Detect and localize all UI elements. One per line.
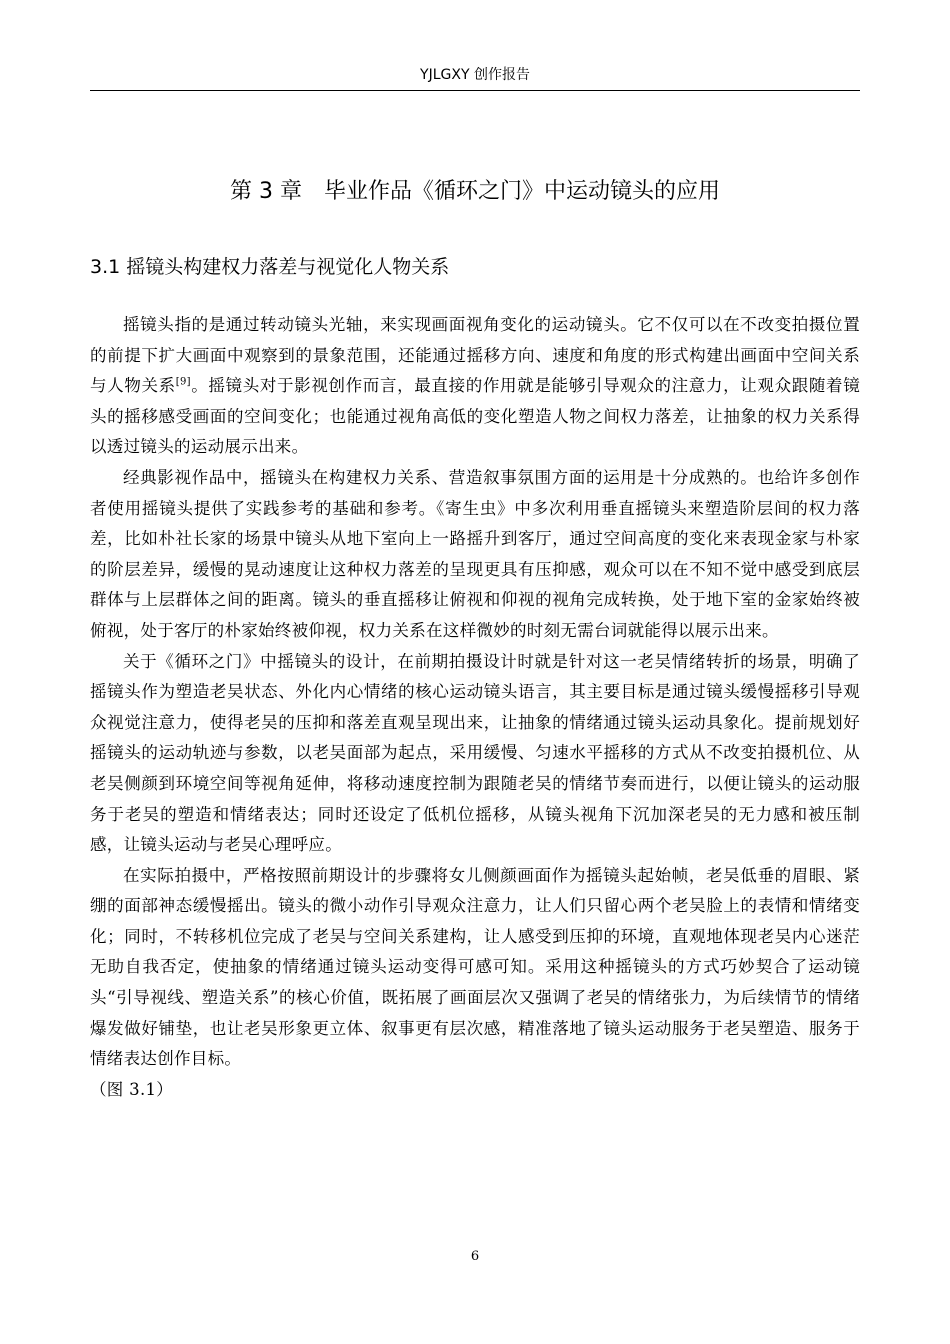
section-title: 3.1 摇镜头构建权力落差与视觉化人物关系 [90, 256, 450, 278]
paragraph-4: 在实际拍摄中，严格按照前期设计的步骤将女儿侧颜画面作为摇镜头起始帧，老吴低垂的眉眼、紧绷的面部神态缓慢摇出。镜头的微小动作引导观众注意力，让人们只留心两个老吴脸上的表情和情绪变化；同时，不转移机位完成了老吴与空间关系建构，让人感受到压抑的环境，直观地体现老吴内心迷茫无助自我否定，使抽象的情绪通过镜头运动变得可感可知。采用这种摇镜头的方式巧妙契合了运动镜头“引导视线、塑造关系”的核心价值，既拓展了画面层次又强调了老吴的情绪张力，为后续情节的情绪爆发做好铺垫，也让老吴形象更立体、叙事更有层次感，精准落地了镜头运动服务于老吴塑造、服务于情绪表达创作目标。 [90, 865, 860, 1069]
page-number: 6 [470, 1249, 480, 1264]
figure-reference: （图 3.1） [90, 1079, 174, 1099]
paragraph-3: 关于《循环之门》中摇镜头的设计，在前期拍摄设计时就是针对这一老吴情绪转折的场景，明确了摇镜头作为塑造老吴状态、外化内心情绪的核心运动镜头语言，其主要目标是通过镜头缓慢摇移引导观众视觉注意力，使得老吴的压抑和落差直观呈现出来，让抽象的情绪通过镜头运动具象化。提前规划好摇镜头的运动轨迹与参数，以老吴面部为起点，采用缓慢、匀速水平摇移的方式从不改变拍摄机位、从老吴侧颜到环境空间等视角延伸，将移动速度控制为跟随老吴的情绪节奏而进行，以便让镜头的运动服务于老吴的塑造和情绪表达；同时还设定了低机位摇移，从镜头视角下沉加深老吴的无力感和被压制感，让镜头运动与老吴心理呼应。 [90, 651, 860, 855]
paragraph-1-text-a: 摇镜头指的是通过转动镜头光轴，来实现画面视角变化的运动镜头。它不仅可以在不改变拍摄位置的前提下扩大画面中观察到的景象范围，还能通过摇移方向、速度和角度的形式构建出画面中空间关系与人物关系 [90, 315, 860, 396]
running-header: YJLGXY 创作报告 [420, 67, 530, 83]
paragraph-2: 经典影视作品中，摇镜头在构建权力关系、营造叙事氛围方面的运用是十分成熟的。也给许多创作者使用摇镜头提供了实践参考的基础和参考。《寄生虫》中多次利用垂直摇镜头来塑造阶层间的权力落差，比如朴社长家的场景中镜头从地下室向上一路摇升到客厅，通过空间高度的变化来表现金家与朴家的阶层差异，缓慢的晃动速度让这种权力落差的呈现更具有压抑感，观众可以在不知不觉中感受到底层群体与上层群体之间的距离。镜头的垂直摇移让俯视和仰视的视角完成转换，处于地下室的金家始终被俯视，处于客厅的朴家始终被仰视，权力关系在这样微妙的时刻无需台词就能得以展示出来。 [90, 467, 860, 640]
paragraph-1 [90, 310, 860, 463]
body-text [90, 310, 860, 1105]
header-rule [90, 90, 860, 91]
citation-ref: [9] [175, 376, 191, 388]
paragraph-1-text-b: 。摇镜头对于影视创作而言，最直接的作用就是能够引导观众的注意力，让观众跟随着镜头的摇移感受画面的空间变化；也能通过视角高低的变化塑造人物之间权力落差，让抽象的权力关系得以透过镜头的运动展示出来。 [90, 376, 861, 457]
chapter-title: 第 3 章 毕业作品《循环之门》中运动镜头的应用 [230, 179, 720, 204]
